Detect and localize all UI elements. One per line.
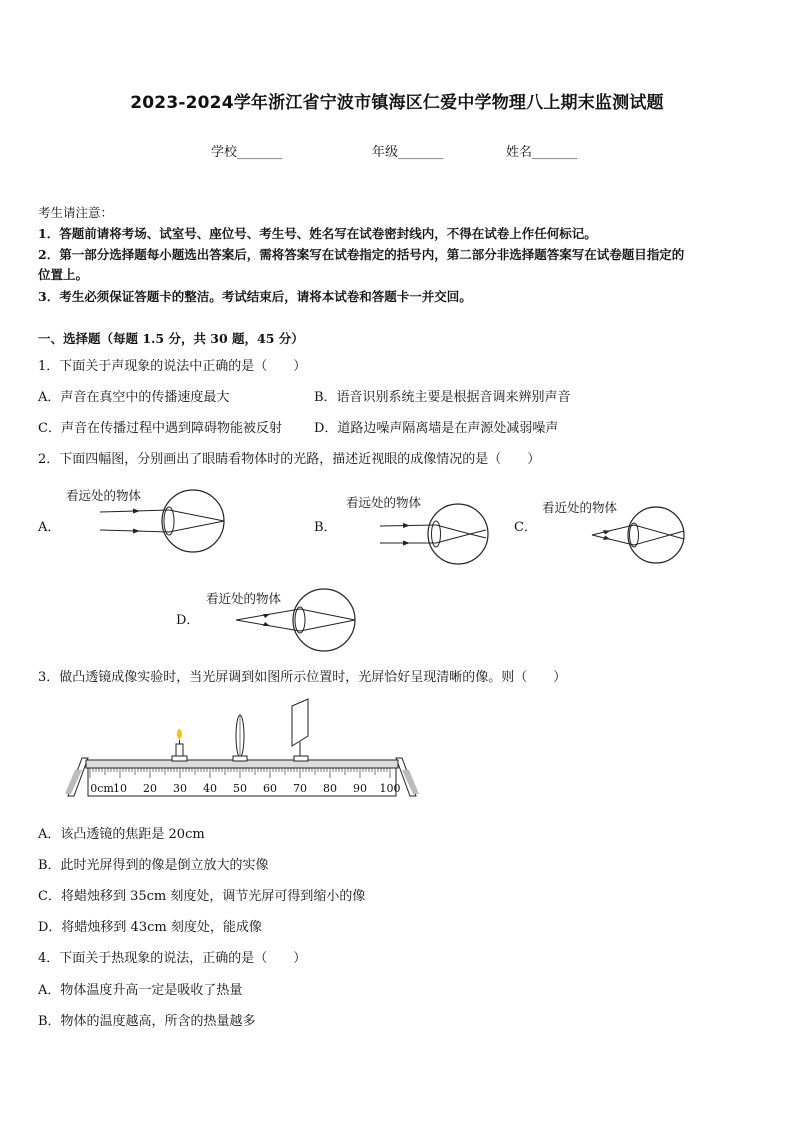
eye-diagram-c [588,506,692,564]
question-2-option-b-caption: 看远处的物体 [346,495,422,510]
question-2-option-a-caption: 看远处的物体 [66,488,142,503]
question-2-option-d-caption: 看近处的物体 [206,591,282,606]
ruler-label: 30 [173,782,187,795]
notice-item: 位置上。 [38,267,89,282]
ruler-label: 10 [113,782,127,795]
optical-bench-diagram [62,696,422,800]
question-1-option-a: A．声音在真空中的传播速度最大 [38,390,230,405]
ruler-label: 70 [293,782,307,795]
question-4-stem: 4．下面关于热现象的说法，正确的是（ ） [38,951,307,966]
convex-lens [233,715,247,761]
question-3-option-d: D．将蜡烛移到 43cm 刻度处，能成像 [38,920,262,935]
grade-field: 年级_______ [372,145,444,160]
question-3-option-a: A．该凸透镜的焦距是 20cm [38,827,205,842]
question-1-option-d: D．道路边噪声隔离墙是在声源处减弱噪声 [314,421,559,436]
ruler-label: 60 [263,782,277,795]
section-heading: 一、选择题（每题 1.5 分，共 30 题，45 分） [38,331,304,346]
eye-diagram-d [232,584,360,654]
question-2-option-d-label: D． [176,613,200,628]
ruler-label: 20 [143,782,157,795]
candle [172,729,187,761]
question-3-option-c: C．将蜡烛移到 35cm 刻度处，调节光屏可得到缩小的像 [38,889,366,904]
light-screen [292,699,308,761]
notice-item: 3．考生必须保证答题卡的整洁。考试结束后，请将本试卷和答题卡一并交回。 [38,289,472,304]
name-field: 姓名_______ [506,145,578,160]
notice-heading: 考生请注意： [38,205,114,220]
ruler-label: 80 [323,782,337,795]
question-1-option-b: B．语音识别系统主要是根据音调来辨别声音 [314,390,571,405]
question-4-option-a: A．物体温度升高一定是吸收了热量 [38,983,243,998]
eye-diagram-b [378,500,498,570]
question-2-option-c-caption: 看近处的物体 [542,500,618,515]
notice-item: 1．答题前请将考场、试室号、座位号、考生号、姓名写在试卷密封线内，不得在试卷上作任何标记。 [38,226,597,241]
ruler-label: 0cm [90,782,114,795]
notice-item: 2．第一部分选择题每小题选出答案后，需将答案写在试卷指定的括号内，第二部分非选择题答案写在试卷题目指定的 [38,247,685,262]
eye-diagram-a [100,488,230,558]
ruler-label: 40 [203,782,217,795]
ruler-label: 90 [353,782,367,795]
question-1-option-c: C．声音在传播过程中遇到障碍物能被反射 [38,421,282,436]
question-3-stem: 3．做凸透镜成像实验时，当光屏调到如图所示位置时，光屏恰好呈现清晰的像。则（ ） [38,670,567,685]
page-title: 2023-2024学年浙江省宁波市镇海区仁爱中学物理八上期末监测试题 [130,93,664,113]
school-field: 学校_______ [211,145,283,160]
ruler-label: 50 [233,782,247,795]
question-2-stem: 2．下面四幅图，分别画出了眼睛看物体时的光路，描述近视眼的成像情况的是（ ） [38,452,541,467]
question-1-stem: 1．下面关于声现象的说法中正确的是（ ） [38,359,307,374]
question-2-option-b-label: B． [314,520,337,535]
question-2-option-a-label: A． [38,520,61,535]
question-2-option-c-label: C． [514,520,537,535]
question-4-option-b: B．物体的温度越高，所含的热量越多 [38,1014,256,1029]
ruler-label: 100 [379,782,401,795]
question-3-option-b: B．此时光屏得到的像是倒立放大的实像 [38,858,269,873]
